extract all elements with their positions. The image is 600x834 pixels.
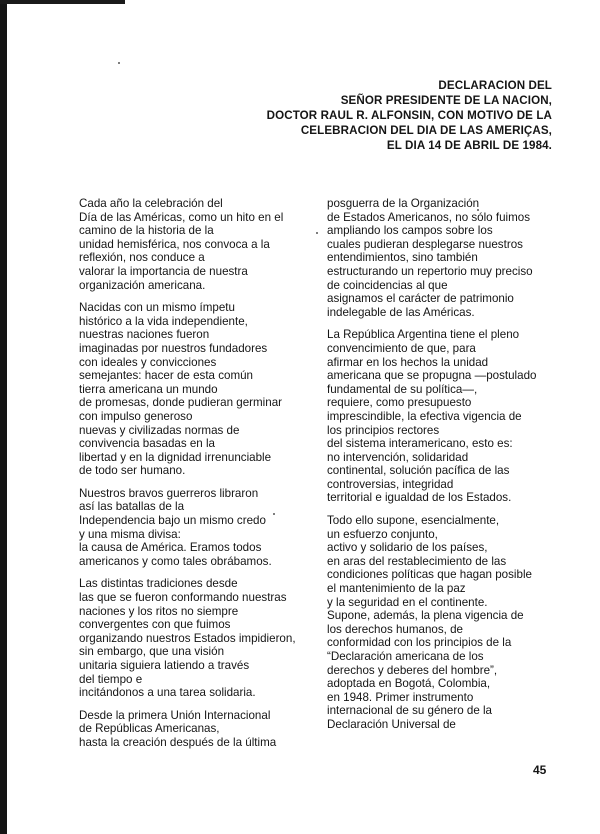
text-line: de todo ser humano. [79,464,186,478]
text-line: Nuestros bravos guerreros libraron [79,486,259,500]
text-line: continental, solución pacífica de las [327,464,510,478]
text-line: La República Argentina tiene el pleno [327,328,520,342]
text-line: Nacidas con un mismo ímpetu [79,301,235,315]
heading-line: EL DIA 14 DE ABRIL DE 1984. [386,139,552,152]
text-line: el mantenimiento de la paz [327,582,466,596]
paragraph [79,301,311,478]
text-line: internacional de su género de la [327,704,493,718]
text-line: organización americana. [79,278,206,292]
text-line: estructurando un repertorio muy preciso [327,264,533,278]
text-line: incitándonos a una tarea solidaria. [79,686,256,700]
text-line: Supone, además, la plena vigencia de [327,609,524,623]
text-line: valorar la importancia de nuestra [79,264,248,278]
page-binding-edge [0,0,7,834]
text-line: territorial e igualdad de los Estados. [327,491,512,505]
text-line: condiciones políticas que hagan posible [327,568,532,582]
text-line: histórico a la vida independiente, [79,314,248,328]
text-line: afirmar en los hechos la unidad [327,355,489,369]
text-line: los derechos humanos, de [327,622,463,636]
text-line: ampliando los campos sobre los [327,224,493,238]
text-line: nuevas y civilizadas normas de [79,423,240,437]
text-line: convencimiento de que, para [327,341,476,355]
text-line: indelegable de las Américas. [327,305,475,319]
right-text-column [327,197,559,741]
text-line: y la seguridad en el continente. [327,595,488,609]
text-line: activo y solidario de los países, [327,541,488,555]
text-line: las que se fueron conformando nuestras [79,591,287,605]
text-line: de coincidencias al que [327,278,448,292]
text-line: así las batallas de la [79,500,185,514]
text-line: reflexión, nos conduce a [79,251,205,265]
text-line: de Repúblicas Americanas, [79,722,220,736]
text-line: en 1948. Primer instrumento [327,690,474,704]
text-line: derechos y deberes del hombre”, [327,663,498,677]
text-line: convivencia basadas en la [79,437,215,451]
text-line: de promesas, donde pudieran germinar [79,396,283,410]
paragraph [79,197,311,292]
text-line: con ideales y convicciones [79,355,217,369]
text-line: convergentes con que fuimos [79,618,231,632]
text-line: los principios rectores [327,423,440,437]
text-line: Todo ello supone, esencialmente, [327,514,500,528]
text-line: semejantes: hacer de esta común [79,369,254,383]
text-line: Independencia bajo un mismo credo [79,514,266,528]
heading-line: DOCTOR RAUL R. ALFONSIN, CON MOTIVO DE LA [266,109,552,122]
text-line: Desde la primera Unión Internacional [79,708,271,722]
text-line: hasta la creación después de la última [79,735,277,749]
text-line: requiere, como presupuesto [327,396,472,410]
text-line: Las distintas tradiciones desde [79,577,238,591]
text-line: la causa de América. Eramos todos [79,541,262,555]
text-line: imaginadas por nuestros fundadores [79,341,268,355]
text-line: en aras del restablecimiento de las [327,554,507,568]
text-line: asignamos el carácter de patrimonio [327,292,514,306]
text-line: unidad hemisférica, nos convoca a la [79,237,270,251]
text-line: unitaria siguiera latiendo a través [79,659,250,672]
text-line: nuestras naciones fueron [79,328,210,342]
paragraph [79,577,311,699]
text-line: del sistema interamericano, esto es: [327,437,513,451]
text-line: un esfuerzo conjunto, [327,527,438,541]
text-line: posguerra de la Organización [327,197,480,210]
left-text-column [79,197,311,759]
text-line: imprescindible, la efectiva vigencia de [327,409,522,423]
heading-line: SEÑOR PRESIDENTE DE LA NACION, [340,94,552,107]
paragraph [327,197,559,319]
text-line: tierra americana un mundo [79,382,218,396]
paragraph [79,487,311,569]
scan-speck [316,232,318,234]
text-line: libertad y en la dignidad irrenunciable [79,450,272,464]
text-line: organizando nuestros Estados impidieron, [79,631,296,645]
declaration-heading [212,78,552,153]
heading-line: DECLARACION DEL [438,79,552,92]
text-line: Declaración Universal de [327,717,456,731]
text-line: adoptada en Bogotá, Colombia, [327,677,491,691]
text-line: “Declaración americana de los [327,650,484,663]
paragraph [327,514,559,732]
scan-speck [118,62,120,64]
text-line: naciones y los ritos no siempre [79,604,239,618]
text-line: Día de las Américas, como un hito en el [79,210,284,224]
heading-line: CELEBRACION DEL DIA DE LAS AMERIÇAS, [300,124,552,137]
text-line: de Estados Americanos, no sólo fuimos [327,210,530,224]
text-line: entendimientos, sino también [327,251,478,265]
text-line: Cada año la celebración del [79,197,223,210]
paragraph [79,709,311,750]
text-line: no intervención, solidaridad [327,450,469,464]
text-line: controversias, integridad [327,477,454,491]
text-line: cuales pudieran desplegarse nuestros [327,237,523,251]
text-line: y una misma divisa: [79,527,181,541]
page-number: 45 [533,763,547,777]
page-top-edge-shadow [0,0,125,4]
paragraph [327,328,559,505]
text-line: con impulso generoso [79,409,193,423]
text-line: camino de la historia de la [79,224,214,238]
text-line: americana que se propugna —postulado [327,369,537,383]
text-line: conformidad con los principios de la [327,636,512,650]
text-line: americanos y como tales obrábamos. [79,554,272,568]
text-line: del tiempo e [79,672,143,686]
text-line: fundamental de su política—, [327,382,478,396]
text-line: sin embargo, que una visión [79,645,225,659]
